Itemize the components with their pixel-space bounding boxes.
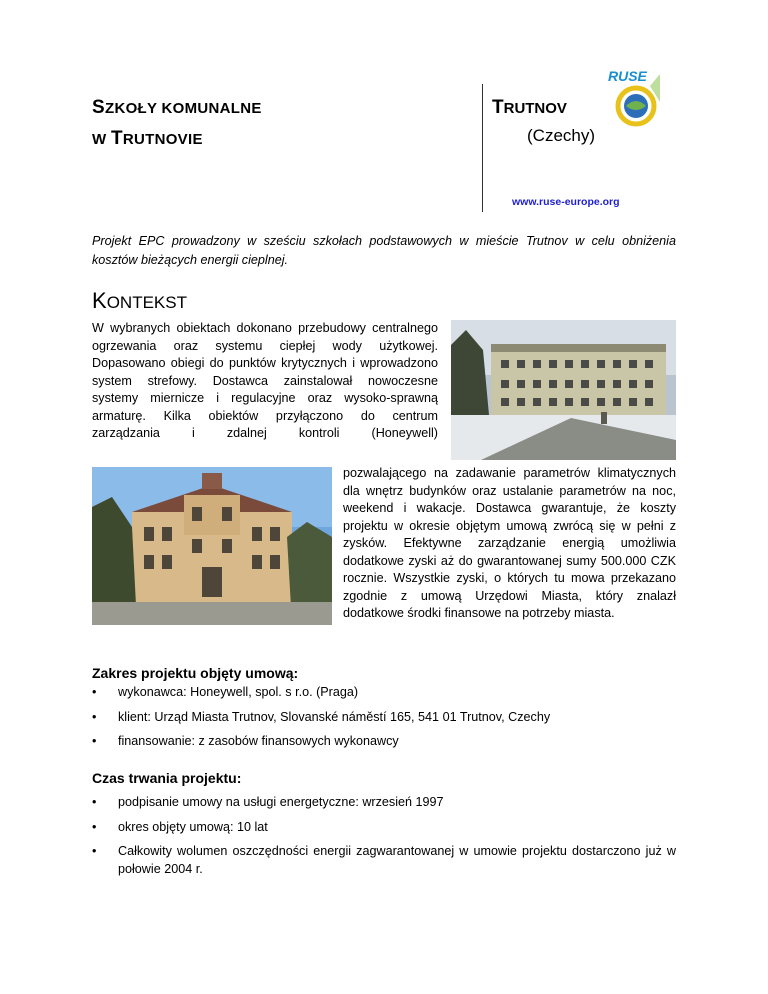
- list-item: • klient: Urząd Miasta Trutnov, Slovanské náměstí 165, 541 01 Trutnov, Czechy: [92, 709, 676, 727]
- section-heading-zakres: Zakres projektu objęty umową:: [92, 665, 299, 681]
- section-heading-czas: Czas trwania projektu:: [92, 770, 242, 786]
- ruse-logo: [606, 66, 662, 128]
- country-label: (Czechy): [527, 126, 596, 145]
- list-item: • wykonawca: Honeywell, spol. s r.o. (Praga): [92, 684, 676, 702]
- zakres-list: [92, 684, 676, 758]
- city-title: TRUTNOV: [492, 97, 567, 118]
- bullet-icon: •: [92, 734, 97, 748]
- header-divider: [482, 84, 483, 212]
- section-heading-kontekst: KONTEKST: [92, 288, 187, 313]
- bullet-icon: •: [92, 795, 97, 809]
- bullet-icon: •: [92, 685, 97, 699]
- logo-text: RUSE: [608, 68, 647, 84]
- bullet-icon: •: [92, 844, 97, 858]
- document-title: SZKOŁY KOMUNALNE W TRUTNOVIE: [92, 97, 262, 149]
- kontekst-paragraph-left: W wybranych obiektach dokonano przebudowy centralnego ogrzewania oraz systemu ciepłej wody użytkowej. Dopasowano obiegi do punktów krytycznych i wprowadzono system strefowy. Dostawca zainstalował nowoczesne systemy miernicze i regulacyjne oraz wysoko-sprawną armaturę. Kilka obiektów przyłączono do centrum zarządzania i zdalnej kontroli (Honeywell): [92, 321, 438, 440]
- list-item: • okres objęty umową: 10 lat: [92, 819, 676, 837]
- bullet-icon: •: [92, 819, 97, 834]
- school-photo-summer: [92, 467, 332, 625]
- kontekst-paragraph-right: pozwalającego na zadawanie parametrów klimatycznych dla wnętrz budynków oraz ustalanie parametrów na noc, weekend i wakacje. Dostawca gwarantuje, że koszty projektu w okresie objętym umową zwrócą się w pełni z zysków. Efektywne zarządzanie energią umożliwia dodatkowe zyski aż do gwarantowanej sumy 500.000 CZK rocznie. Wszystkie zyski, o których tu mowa przekazano zgodnie z umową Urzędowi Miasta, który znalazł dodatkowe środki finansowe na potrzeby miasta.: [343, 466, 676, 620]
- website-link[interactable]: www.ruse-europe.org: [512, 196, 620, 208]
- czas-list: [92, 794, 676, 885]
- bullet-icon: •: [92, 709, 97, 724]
- list-item: • podpisanie umowy na usługi energetyczne: wrzesień 1997: [92, 794, 676, 812]
- school-photo-winter: [451, 320, 676, 460]
- list-item: • finansowanie: z zasobów finansowych wykonawcy: [92, 733, 676, 751]
- list-item: • Całkowity wolumen oszczędności energii zagwarantowanej w umowie projektu dostarczono już w połowie 2004 r.: [92, 844, 676, 876]
- intro-text: Projekt EPC prowadzony w sześciu szkołach podstawowych w mieście Trutnov w celu obniżenia kosztów bieżących energii cieplnej.: [92, 234, 676, 267]
